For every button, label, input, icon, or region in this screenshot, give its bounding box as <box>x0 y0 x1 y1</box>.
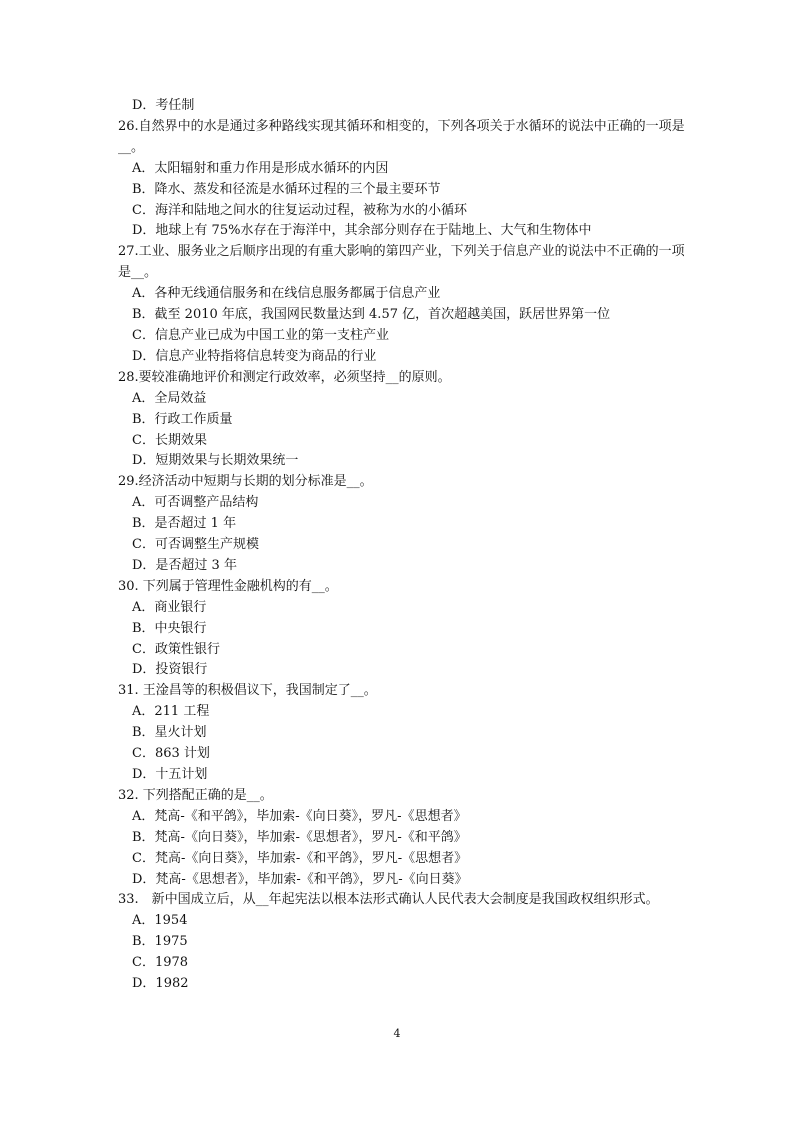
answer-option: D．投资银行 <box>132 662 208 678</box>
page-number: 4 <box>393 1027 401 1040</box>
answer-option: D．梵高-《思想者》，毕加索-《和平鸽》，罗凡-《向日葵》 <box>132 871 468 887</box>
question-block <box>118 890 690 995</box>
answer-option: B．截至 2010 年底，我国网民数量达到 4.57 亿，首次超越美国，跃居世界第一位 <box>132 307 611 323</box>
answer-option: B．行政工作质量 <box>132 411 233 427</box>
answer-option: B．是否超过 1 年 <box>132 516 237 532</box>
answer-option: C．长期效果 <box>132 432 207 448</box>
answer-option: C．1978 <box>132 955 189 971</box>
answer-option: C．信息产业已成为中国工业的第一支柱产业 <box>132 327 389 343</box>
answer-option: A．各种无线通信服务和在线信息服务都属于信息产业 <box>132 286 441 302</box>
question-block <box>118 117 690 242</box>
answer-option: D．信息产业特指将信息转变为商品的行业 <box>132 348 377 364</box>
question-stem: 30. 下列属于管理性金融机构的有__。 <box>118 578 338 594</box>
question-block <box>118 681 690 786</box>
question-block <box>118 242 690 367</box>
answer-option: B．中央银行 <box>132 620 207 636</box>
question-list <box>118 117 690 995</box>
question-block <box>118 368 690 473</box>
answer-option: B．梵高-《向日葵》，毕加索-《思想者》，罗凡-《和平鸽》 <box>132 829 467 845</box>
question-stem: 29.经济活动中短期与长期的划分标准是__。 <box>118 474 373 490</box>
answer-option: D．十五计划 <box>132 767 208 782</box>
answer-option: A．211 工程 <box>132 704 210 720</box>
answer-option: A．梵高-《和平鸽》，毕加索-《向日葵》，罗凡-《思想者》 <box>132 808 467 824</box>
page-content <box>118 96 690 995</box>
answer-option: C．海洋和陆地之间水的往复运动过程，被称为水的小循环 <box>132 202 467 218</box>
answer-option: A．太阳辐射和重力作用是形成水循环的内因 <box>132 160 389 176</box>
answer-option: C．政策性银行 <box>132 641 220 657</box>
answer-option: B．星火计划 <box>132 725 207 741</box>
leading-option: D．考任制 <box>132 98 195 113</box>
question-stem: 26.自然界中的水是通过多种路线实现其循环和相变的，下列各项关于水循环的说法中正确的一项是__。 <box>118 118 685 155</box>
answer-option: A．商业银行 <box>132 599 207 615</box>
question-stem: 28.要较准确地评价和测定行政效率，必须坚持__的原则。 <box>118 369 451 385</box>
question-stem: 31. 王淦昌等的积极倡议下，我国制定了__。 <box>118 683 377 699</box>
answer-option: C．863 计划 <box>132 746 210 762</box>
answer-option: D．短期效果与长期效果统一 <box>132 453 299 469</box>
answer-option: D．1982 <box>132 976 189 992</box>
question-block <box>118 786 690 891</box>
question-block <box>118 577 690 682</box>
question-stem: 33. 新中国成立后，从__年起宪法以根本法形式确认人民代表大会制度是我国政权组织形式。 <box>118 892 659 908</box>
answer-option: B．1975 <box>132 934 188 950</box>
question-block <box>118 472 690 577</box>
answer-option: B．降水、蒸发和径流是水循环过程的三个最主要环节 <box>132 181 441 197</box>
question-stem: 27.工业、服务业之后顺序出现的有重大影响的第四产业，下列关于信息产业的说法中不正确的一项是__。 <box>118 244 685 281</box>
answer-option: C．梵高-《向日葵》，毕加索-《和平鸽》，罗凡-《思想者》 <box>132 850 468 866</box>
answer-option: D．是否超过 3 年 <box>132 557 237 573</box>
answer-option: A．1954 <box>132 913 188 929</box>
answer-option: C．可否调整生产规模 <box>132 537 259 553</box>
answer-option: A．全局效益 <box>132 390 207 406</box>
answer-option: A．可否调整产品结构 <box>132 495 259 511</box>
answer-option: D．地球上有 75%水存在于海洋中，其余部分则存在于陆地上、大气和生物体中 <box>132 223 592 239</box>
question-stem: 32. 下列搭配正确的是__。 <box>118 787 273 803</box>
